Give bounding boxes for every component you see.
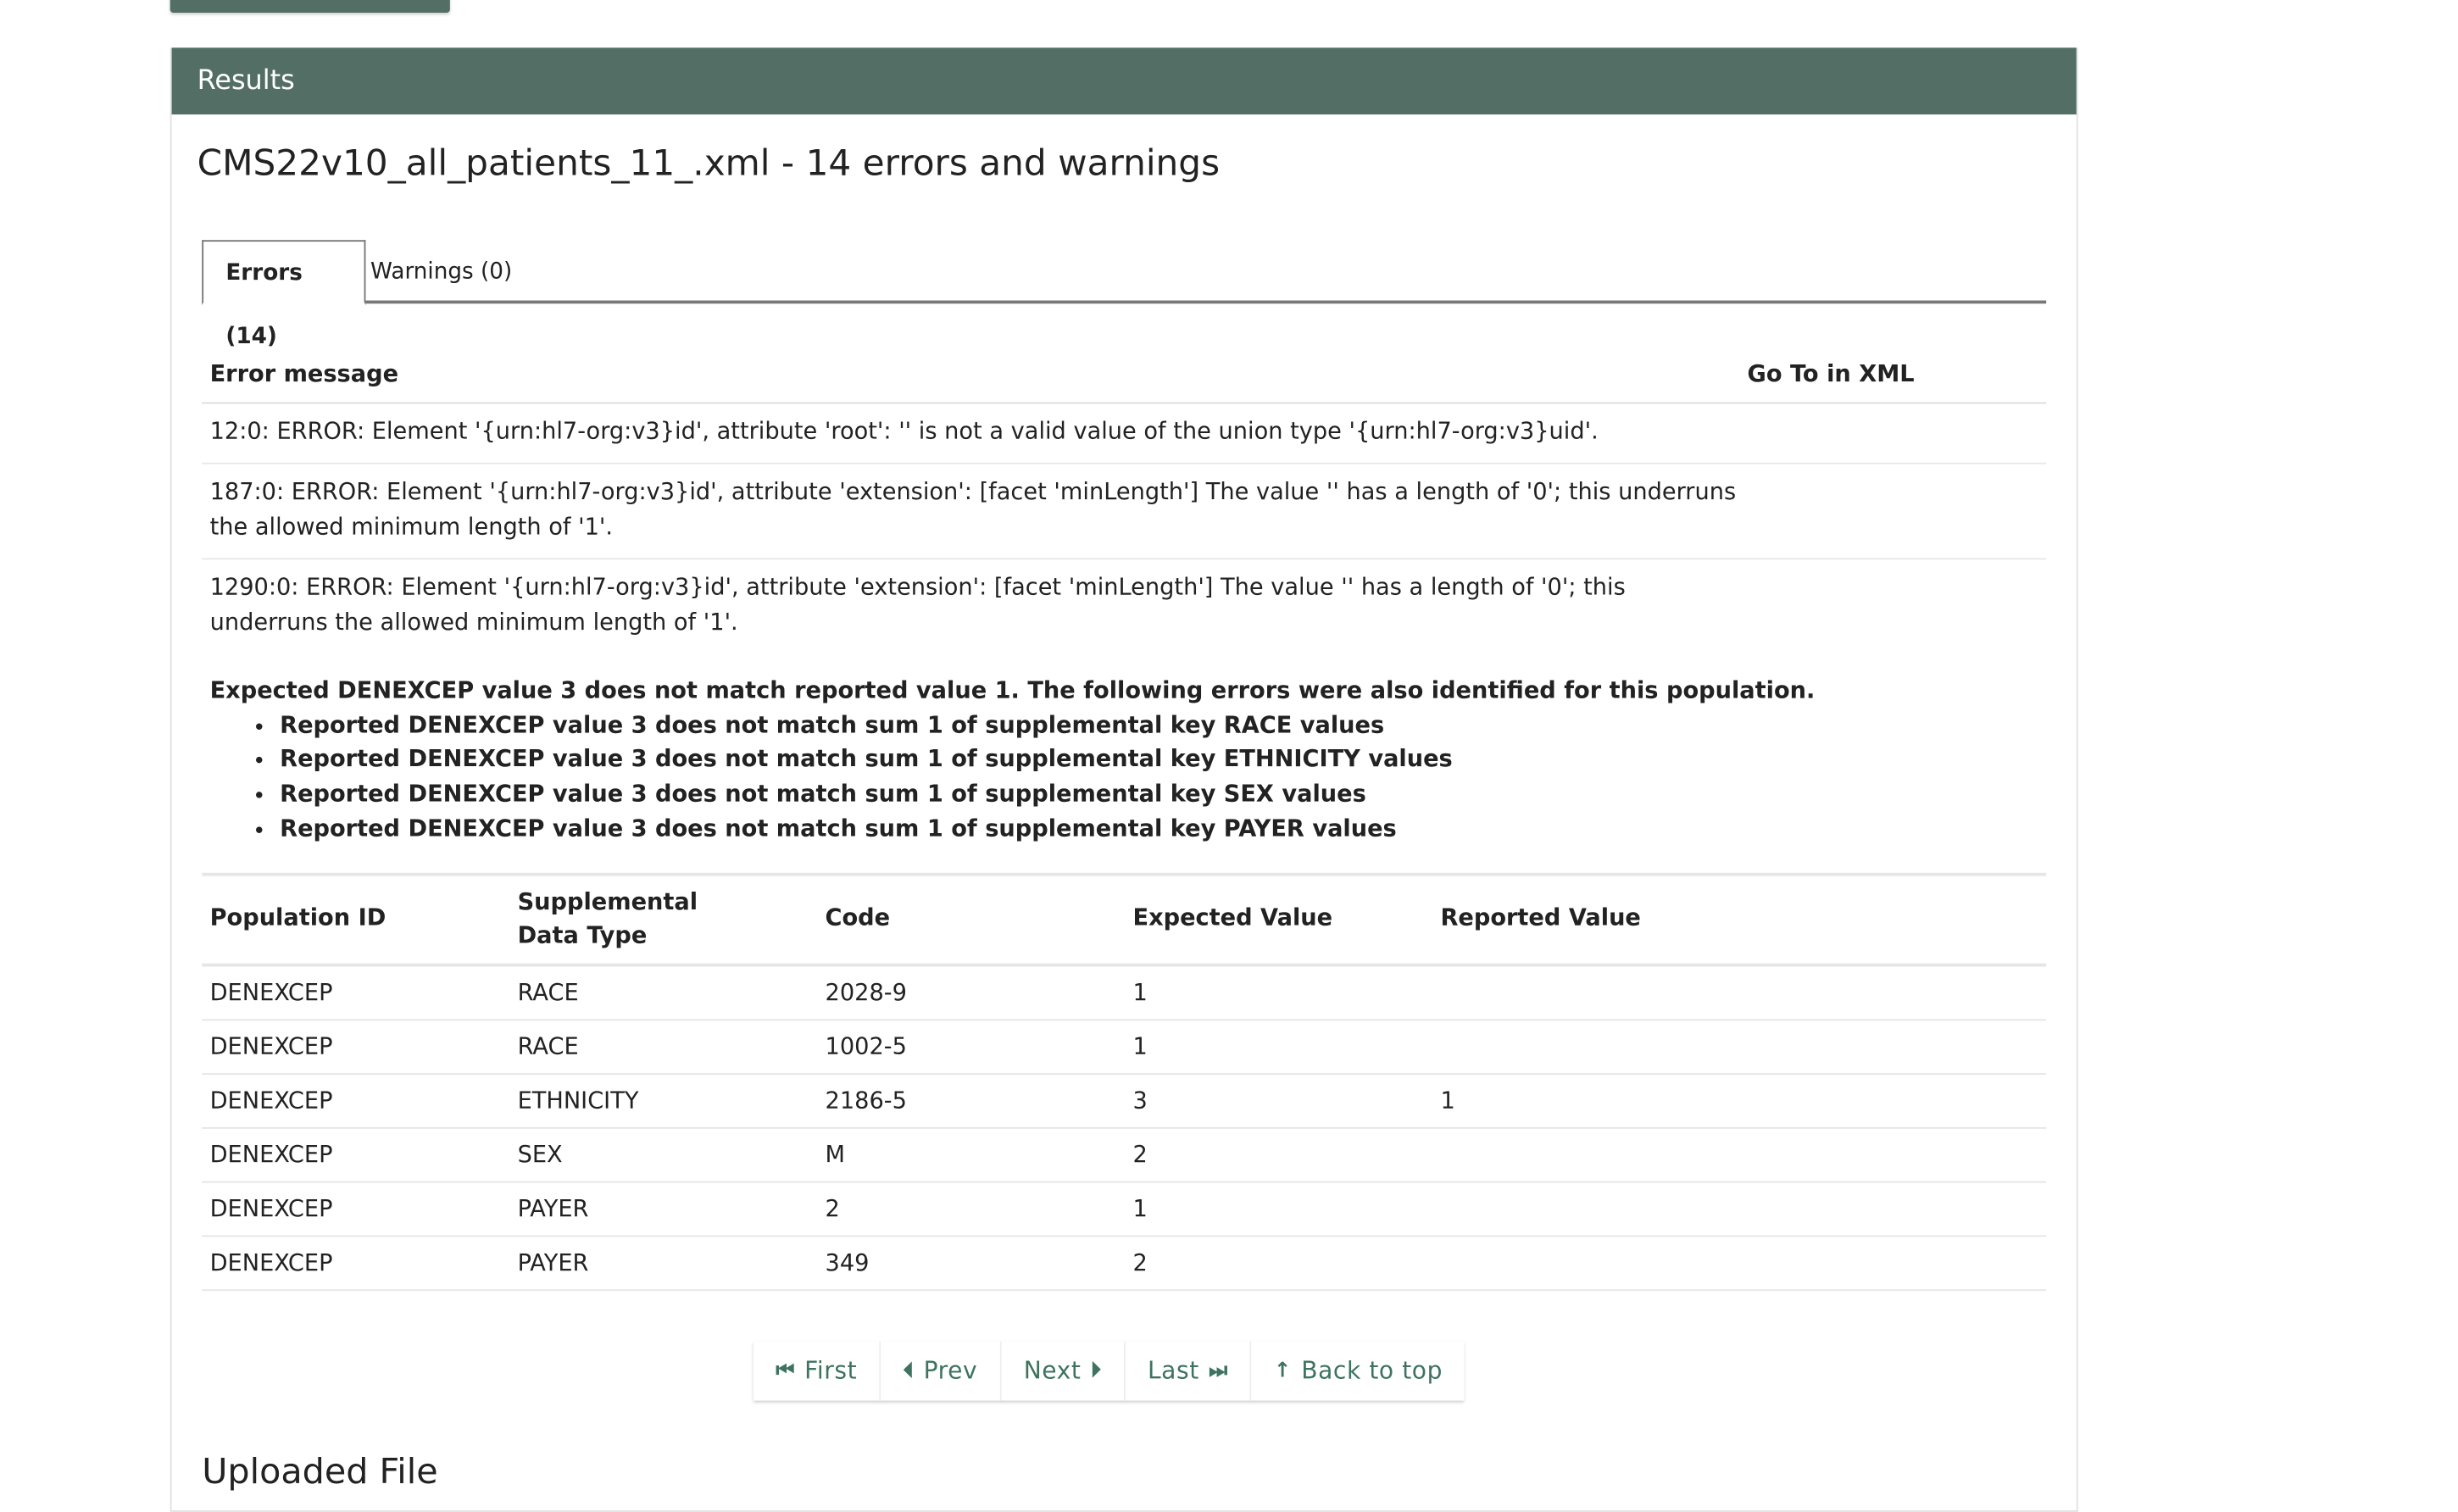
supplemental-cell: 1 — [1132, 1034, 1148, 1060]
skip-first-icon: ⏮ — [776, 1359, 795, 1383]
supplemental-header-row — [202, 876, 2046, 967]
arrow-up-icon: ↑ — [1273, 1359, 1292, 1383]
supplemental-cell: 1 — [1132, 980, 1148, 1006]
supplemental-cell: 2028-9 — [825, 980, 907, 1006]
supplemental-cell: DENEXCEP — [209, 1034, 333, 1060]
supplemental-cell: 2 — [1132, 1250, 1148, 1276]
supplemental-cell: 349 — [825, 1250, 870, 1276]
step-back-icon: ⏴ — [903, 1359, 915, 1383]
summary-item: • Reported DENEXCEP value 3 does not match sum 1 of supplemental key PAYER values — [280, 814, 1815, 848]
results-header: Results — [172, 47, 2077, 114]
tabs — [202, 240, 2046, 350]
supplemental-cell: PAYER — [517, 1250, 589, 1276]
last-label: Last — [1147, 1356, 1199, 1385]
page-title: CMS22v10_all_patients_11_.xml - 14 errors and warnings — [197, 142, 1221, 185]
error-row: 1290:0: ERROR: Element '{urn:hl7-org:v3}id', attribute 'extension': [facet 'minLength'] The value '' has a length of '0'; this underruns the allowed minimum length of '1'. — [209, 575, 1626, 636]
header-code: Code — [825, 906, 891, 932]
supplemental-cell: DENEXCEP — [209, 1142, 333, 1168]
goto-xml-header: Go To in XML — [1747, 362, 1915, 388]
header-expected: Expected Value — [1132, 906, 1333, 932]
skip-last-icon: ⏭ — [1209, 1359, 1228, 1383]
last-button[interactable] — [1126, 1342, 1252, 1400]
back-to-top-button[interactable] — [1252, 1342, 1465, 1400]
error-table-header — [202, 350, 2046, 404]
results-panel — [170, 47, 2078, 1512]
error-row: 187:0: ERROR: Element '{urn:hl7-org:v3}id', attribute 'extension': [facet 'minLength'] The value '' has a length of '0'; this underruns the allowed minimum length of '1'. — [209, 480, 1737, 541]
supplemental-cell: DENEXCEP — [209, 980, 333, 1006]
header-reported: Reported Value — [1440, 906, 1641, 932]
error-message-header: Error message — [209, 362, 399, 388]
back-to-top-label: Back to top — [1301, 1356, 1443, 1385]
step-forward-icon: ⏵ — [1090, 1359, 1102, 1383]
supplemental-cell: RACE — [517, 980, 579, 1006]
supplemental-row — [202, 1075, 2046, 1129]
supplemental-cell: 1 — [1132, 1196, 1148, 1222]
supplemental-cell: 2 — [825, 1196, 840, 1222]
first-label: First — [804, 1356, 858, 1385]
supplemental-cell: 2 — [1132, 1142, 1148, 1168]
tab-warnings[interactable]: Warnings (0) — [370, 258, 513, 285]
supplemental-cell: SEX — [517, 1142, 563, 1168]
prev-label: Prev — [923, 1356, 978, 1385]
supplemental-cell: DENEXCEP — [209, 1196, 333, 1222]
summary-heading: Expected DENEXCEP value 3 does not match reported value 1. The following errors were also identified for this population. — [209, 678, 1816, 704]
summary-item: • Reported DENEXCEP value 3 does not match sum 1 of supplemental key SEX values — [280, 779, 1815, 814]
supplemental-table — [202, 873, 2046, 1291]
supplemental-cell: DENEXCEP — [209, 1087, 333, 1114]
supplemental-cell: 3 — [1132, 1087, 1148, 1114]
supplemental-cell: PAYER — [517, 1196, 589, 1222]
error-table — [202, 350, 2046, 653]
next-label: Next — [1023, 1356, 1082, 1385]
top-button[interactable] — [170, 0, 450, 13]
supplemental-cell: RACE — [517, 1034, 579, 1060]
uploaded-file-heading: Uploaded File — [202, 1453, 438, 1493]
summary-item: • Reported DENEXCEP value 3 does not match sum 1 of supplemental key RACE values — [280, 710, 1815, 745]
next-button[interactable] — [1001, 1342, 1125, 1400]
supplemental-cell: 1002-5 — [825, 1034, 907, 1060]
pagination — [754, 1342, 1465, 1400]
supplemental-row — [202, 966, 2046, 1020]
header-supplemental-type: Supplemental Data Type — [517, 889, 698, 948]
supplemental-row — [202, 1237, 2046, 1291]
supplemental-row — [202, 1183, 2046, 1237]
header-population-id: Population ID — [209, 906, 386, 932]
supplemental-cell: 1 — [1440, 1087, 1455, 1114]
prev-button[interactable] — [881, 1342, 1001, 1400]
supplemental-cell: ETHNICITY — [517, 1087, 639, 1114]
first-button[interactable] — [754, 1342, 881, 1400]
supplemental-cell: 2186-5 — [825, 1087, 907, 1114]
supplemental-cell: M — [825, 1142, 846, 1168]
error-row: 12:0: ERROR: Element '{urn:hl7-org:v3}id', attribute 'root': '' is not a valid value of the union type '{urn:hl7-org:v3}uid'. — [209, 420, 1599, 446]
population-summary — [210, 675, 1816, 848]
supplemental-cell: DENEXCEP — [209, 1250, 333, 1276]
summary-item: • Reported DENEXCEP value 3 does not match sum 1 of supplemental key ETHNICITY values — [280, 745, 1815, 780]
supplemental-row — [202, 1020, 2046, 1075]
supplemental-row — [202, 1129, 2046, 1183]
summary-list — [210, 710, 1816, 848]
tab-errors[interactable]: Errors (14) — [202, 240, 365, 305]
